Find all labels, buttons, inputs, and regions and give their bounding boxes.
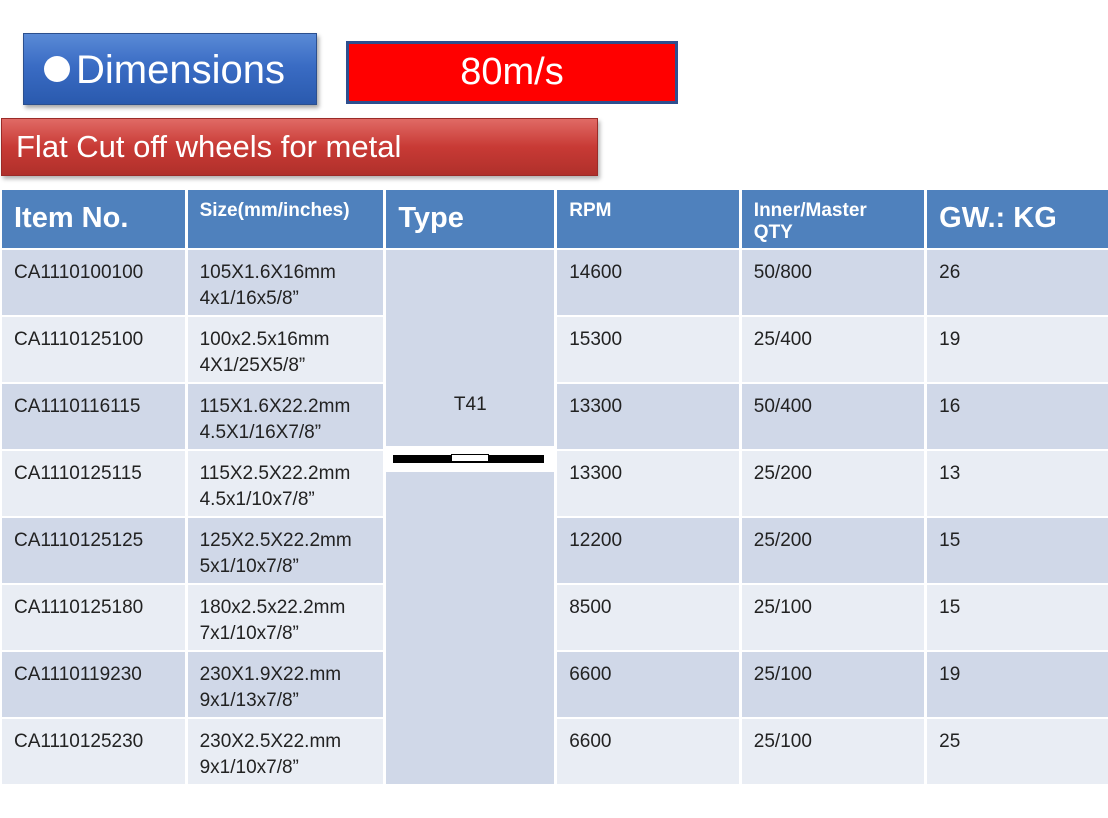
cell-gw: 19: [927, 317, 1108, 382]
cell-size-inches: 5x1/10x7/8”: [199, 556, 299, 577]
cell-size: [188, 719, 384, 784]
cell-qty: 25/200: [742, 451, 924, 516]
spec-table: [0, 188, 1108, 786]
cell-gw: 13: [927, 451, 1108, 516]
cell-size: [188, 317, 384, 382]
cell-size-inches: 7x1/10x7/8”: [199, 623, 299, 644]
header-row: [2, 190, 1108, 248]
table-row: [2, 317, 1108, 382]
cell-item-no: CA1110116115: [2, 384, 185, 449]
speed-banner: [346, 41, 678, 104]
cell-size-inches: 9x1/13x7/8”: [199, 690, 299, 711]
cell-size-mm: 100x2.5x16mm: [199, 329, 330, 350]
table-row: [2, 585, 1108, 650]
cell-size-inches: 4.5x1/10x7/8”: [199, 489, 315, 510]
header-size: Size(mm/inches): [188, 190, 384, 248]
bullet-icon: [44, 56, 70, 82]
cell-qty: 50/400: [742, 384, 924, 449]
cell-item-no: CA1110125230: [2, 719, 185, 784]
header-gw: GW.: KG: [927, 190, 1108, 248]
cell-size-mm: 115X1.6X22.2mm: [199, 396, 351, 417]
cell-size-inches: 9x1/10x7/8”: [199, 757, 299, 778]
table-row: [2, 518, 1108, 583]
cell-qty: 25/100: [742, 719, 924, 784]
speed-label: 80m/s: [460, 51, 564, 93]
cell-rpm: 12200: [557, 518, 739, 583]
header-qty-line1: Inner/Master: [753, 200, 867, 221]
cell-size-mm: 115X2.5X22.2mm: [199, 463, 351, 484]
header-rpm: RPM: [557, 190, 739, 248]
cell-item-no: CA1110119230: [2, 652, 185, 717]
header-qty: [742, 190, 924, 248]
product-title: Flat Cut off wheels for metal: [16, 129, 402, 164]
cell-rpm: 13300: [557, 451, 739, 516]
cell-size: [188, 518, 384, 583]
cell-qty: 25/100: [742, 585, 924, 650]
cell-gw: 16: [927, 384, 1108, 449]
cell-size-mm: 125X2.5X22.2mm: [199, 530, 352, 551]
cell-gw: 26: [927, 250, 1108, 315]
dimensions-banner: [23, 33, 317, 105]
table-row: [2, 250, 1108, 315]
table-row: [2, 451, 1108, 516]
cell-size-inches: 4x1/16x5/8”: [199, 288, 299, 309]
cell-rpm: 6600: [557, 719, 739, 784]
header-item-no: Item No.: [2, 190, 185, 248]
cell-rpm: 13300: [557, 384, 739, 449]
cell-size-mm: 180x2.5x22.2mm: [199, 597, 346, 618]
cell-size-mm: 230X1.9X22.mm: [199, 664, 342, 685]
cell-gw: 19: [927, 652, 1108, 717]
cell-rpm: 6600: [557, 652, 739, 717]
cell-size: [188, 250, 384, 315]
cell-item-no: CA1110125115: [2, 451, 185, 516]
cell-size: [188, 652, 384, 717]
table-row: [2, 652, 1108, 717]
cell-type: [386, 250, 554, 784]
cell-gw: 15: [927, 585, 1108, 650]
type-value: T41: [453, 394, 487, 415]
cell-rpm: 14600: [557, 250, 739, 315]
cell-qty: 25/200: [742, 518, 924, 583]
cell-size-mm: 105X1.6X16mm: [199, 262, 336, 283]
cell-size: [188, 384, 384, 449]
cell-size-inches: 4X1/25X5/8”: [199, 355, 306, 376]
cell-item-no: CA1110125100: [2, 317, 185, 382]
cell-rpm: 8500: [557, 585, 739, 650]
header-qty-line2: QTY: [753, 222, 793, 243]
cell-size: [188, 451, 384, 516]
cell-gw: 15: [927, 518, 1108, 583]
dimensions-label: Dimensions: [76, 48, 285, 92]
cell-item-no: CA1110125125: [2, 518, 185, 583]
cell-size-inches: 4.5X1/16X7/8”: [199, 422, 322, 443]
cell-rpm: 15300: [557, 317, 739, 382]
cell-size: [188, 585, 384, 650]
cell-qty: 25/100: [742, 652, 924, 717]
cell-qty: 50/800: [742, 250, 924, 315]
cell-qty: 25/400: [742, 317, 924, 382]
cell-gw: 25: [927, 719, 1108, 784]
flat-wheel-profile-icon: [386, 446, 554, 472]
cell-size-mm: 230X2.5X22.mm: [199, 731, 342, 752]
header-type: Type: [386, 190, 554, 248]
cell-item-no: CA1110100100: [2, 250, 185, 315]
cell-item-no: CA1110125180: [2, 585, 185, 650]
table-row: [2, 384, 1108, 449]
product-title-banner: [1, 118, 598, 176]
table-row: [2, 719, 1108, 784]
